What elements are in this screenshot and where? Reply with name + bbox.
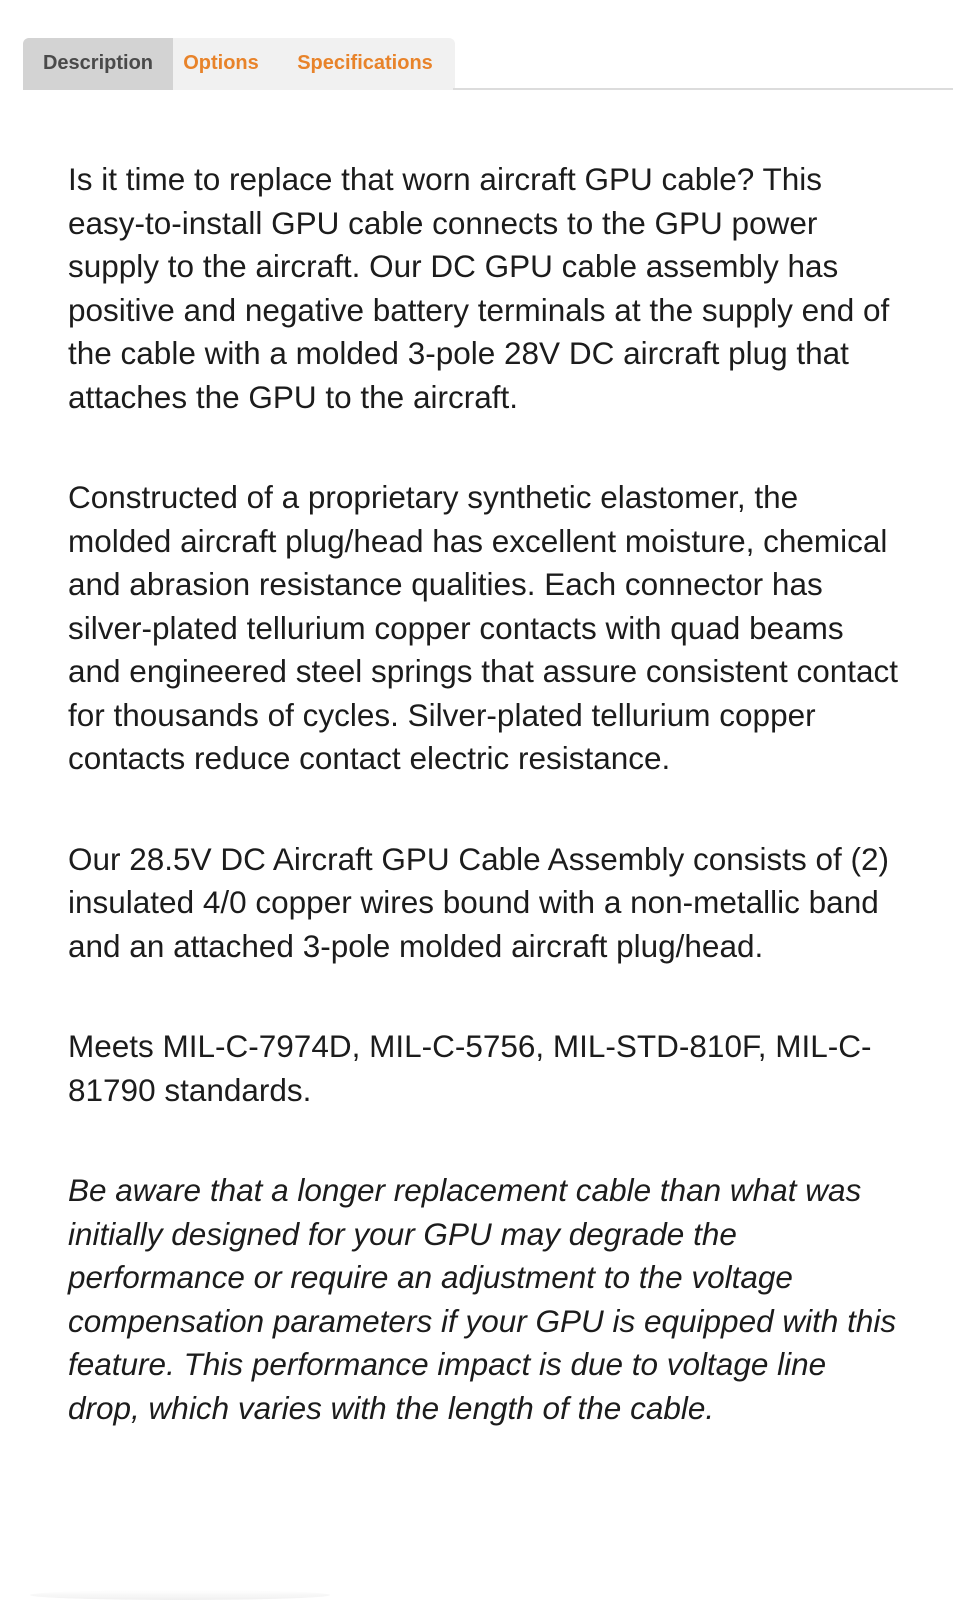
tab-specifications[interactable]: Specifications: [297, 52, 433, 74]
product-tabs: [23, 38, 953, 90]
tab-description[interactable]: Description: [23, 38, 173, 90]
description-paragraph-1: Is it time to replace that worn aircraft GPU cable? This easy-to-install GPU cable connects to the GPU power supply to the aircraft. Our DC GPU cable assembly has positive and negative battery terminals at the supply end of the cable with a molded 3-pole 28V DC aircraft plug that attaches the GPU to the aircraft.: [68, 161, 890, 415]
tab-underline: [453, 88, 953, 90]
description-paragraph-3: Our 28.5V DC Aircraft GPU Cable Assembly consists of (2) insulated 4/0 copper wires bound with a non-metallic band and an attached 3-pole molded aircraft plug/head.: [68, 840, 890, 964]
tab-options[interactable]: Options: [183, 52, 259, 74]
description-warning-note: Be aware that a longer replacement cable than what was initially designed for your GPU may degrade the performance or require an adjustment to the voltage compensation parameters if your GPU is equipped with this feature. This performance impact is due to voltage line drop, which varies with the length of the cable.: [68, 1172, 897, 1426]
description-paragraph-standards: Meets MIL-C-7974D, MIL-C-5756, MIL-STD-810F, MIL-C-81790 standards.: [68, 1028, 872, 1108]
description-paragraph-2: Constructed of a proprietary synthetic elastomer, the molded aircraft plug/head has excellent moisture, chemical and abrasion resistance qualities. Each connector has silver-plated tellurium copper contacts with quad beams and engineered steel springs that assure consistent contact for thousands of cycles. Silver-plated tellurium copper contacts reduce contact electric resistance.: [68, 479, 899, 776]
bottom-divider-shadow: [30, 1590, 330, 1600]
description-panel: [68, 158, 898, 1487]
